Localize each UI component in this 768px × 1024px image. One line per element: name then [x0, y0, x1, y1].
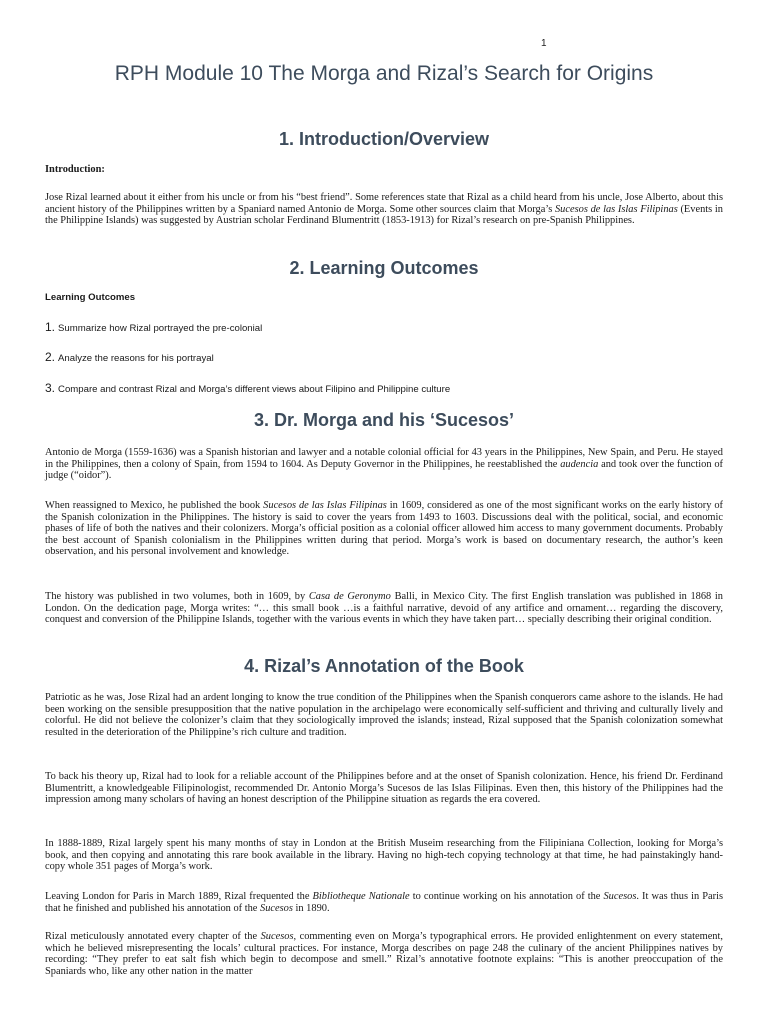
outcomes-label: Learning Outcomes — [45, 292, 136, 303]
morga-paragraph-2: When reassigned to Mexico, he published the book Sucesos de las Islas Filipinas in 1609, considered as one of the most significant works on the early history of the Spanish colonization in the Philippines. The history is said to cover the years from 1493 to 1603. Discussions deal with the political, social, and economic phases of life of both the natives and their colonizers. Morga’s official position as a colonial officer allowed him access to many government documents. Probably the best account of Spanish colonialism in the Philippines written during that period. Morga’s work is based on documentary research, the author’s keen observation, and his personal involvement and knowledge. — [45, 500, 724, 558]
intro-paragraph: Jose Rizal learned about it either from his uncle or from his “best friend”. Some references state that Rizal as a child heard from his uncle, Jose Alberto, about this ancient history of the Philippines written by a Spaniard named Antonio de Morga. Some other sources claim that Morga’s Sucesos de las Islas Filipinas (Events in the Philippine Islands) was suggested by Austrian scholar Ferdinand Blumentritt (1853-1913) for Rizal’s research on pre-Spanish Philippines. — [45, 192, 723, 227]
morga-paragraph-1: Antonio de Morga (1559-1636) was a Spanish historian and lawyer and a notable colonial official for 43 years in the Philippines, New Spain, and Peru. He stayed in the Philippines, then a colony of Spain, from 1594 to 1604. As Deputy Governor in the Philippines, he reestablished the audencia and took over the function of judge (“oidor”). — [45, 447, 723, 482]
outcome-item-3: 3. Compare and contrast Rizal and Morga’s different views about Filipino and Philippine culture — [45, 381, 451, 395]
heading-rizal-annotation: 4. Rizal’s Annotation of the Book — [244, 656, 524, 676]
annotation-paragraph-2: To back his theory up, Rizal had to look for a reliable account of the Philippines before and at the onset of Spanish colonization. Hence, his friend Dr. Ferdinand Blumentritt, a knowledgeable Filipinologist, recommended Dr. Antonio Morga’s Sucesos de las Islas Filipinas. Even then, this history of the Philippines had the impression among many scholars of having an honest description of the Philippine situation as regards the era covered. — [45, 771, 723, 806]
morga-paragraph-3: The history was published in two volumes, both in 1609, by Casa de Geronymo Balli, in Mexico City. The first English translation was published in 1868 in London. On the dedication page, Morga writes: “… this small book …is a faithful narrative, devoid of any artifice and ornament… regarding the discovery, conquest and conversion of the Philippine Islands, together with the various events in which they have taken part… specially describing their original condition. — [45, 591, 724, 626]
annotation-paragraph-1: Patriotic as he was, Jose Rizal had an ardent longing to know the true condition of the Philippines when the Spanish conquerors came ashore to the islands. He had been working on the sensible presupposition that the native population in the archipelago were economically self-sufficient and thriving and culturally lively and colorful. He did not believe the colonizer’s claim that they sociologically improved the islands; instead, Rizal supposed that the Spanish colonization somewhat resulted in the deterioration of the Philippine’s rich culture and tradition. — [45, 692, 723, 738]
annotation-paragraph-3: In 1888-1889, Rizal largely spent his many months of stay in London at the British Museim researching from the Filipiniana Collection, looking for Morga’s book, and then copying and annotating this rare book available in the library. Having no high-tech copying technology at that time, he had painstakingly hand-copy whole 351 pages of Morga’s work. — [45, 838, 723, 873]
intro-label: Introduction: — [45, 164, 105, 175]
heading-introduction: 1. Introduction/Overview — [278, 129, 490, 149]
document-title: RPH Module 10 The Morga and Rizal’s Search for Origins — [114, 62, 654, 85]
page-number: 1 — [541, 38, 547, 49]
outcome-item-1: 1. Summarize how Rizal portrayed the pre-colonial — [45, 320, 263, 334]
outcome-item-2: 2. Analyze the reasons for his portrayal — [45, 350, 214, 364]
heading-learning-outcomes: 2. Learning Outcomes — [289, 258, 479, 278]
heading-dr-morga: 3. Dr. Morga and his ‘Sucesos’ — [253, 410, 515, 430]
annotation-paragraph-4: Leaving London for Paris in March 1889, Rizal frequented the Bibliotheque Nationale to continue working on his annotation of the Sucesos. It was thus in Paris that he finished and published his annotation of the Sucesos in 1890. — [45, 891, 723, 914]
annotation-paragraph-5: Rizal meticulously annotated every chapter of the Sucesos, commenting even on Morga’s typographical errors. He provided enlightenment on every statement, which he believed misrepresenting the locals’ cultural practices. For instance, Morga describes on page 248 the culinary of the ancient Philippines natives by recording: “They prefer to eat salt fish which begin to decompose and smell.” Rizal’s annotative footnote explains: “This is another preoccupation of the Spaniards who, like any other nation in the matter — [45, 931, 723, 977]
